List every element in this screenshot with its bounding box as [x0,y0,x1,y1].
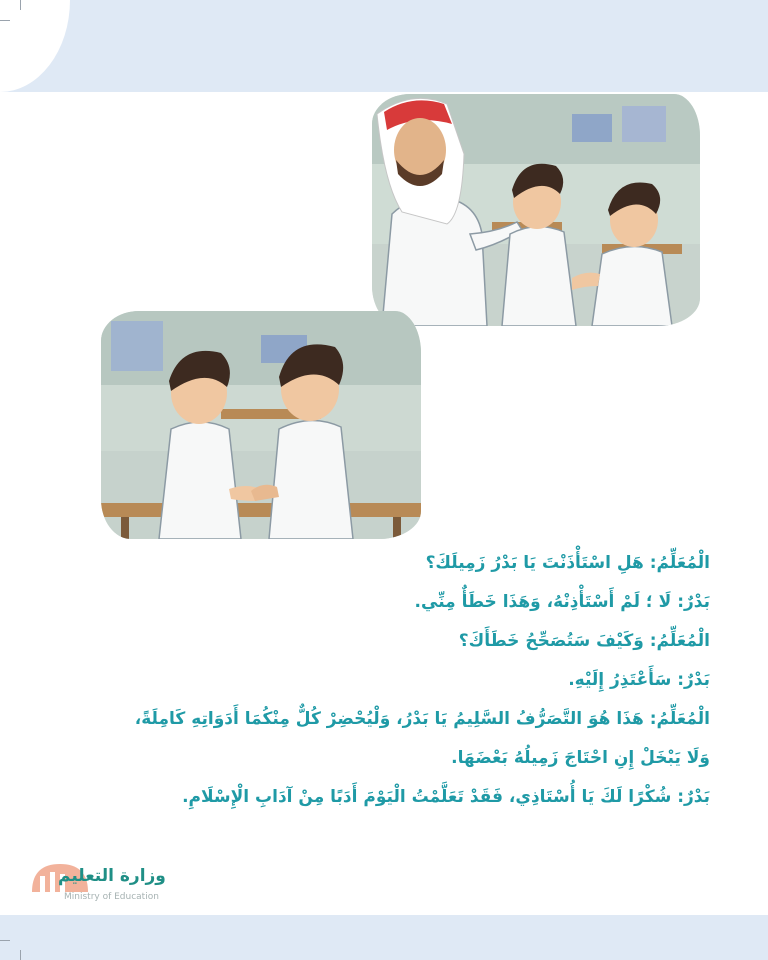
crop-mark-top-left [0,20,10,21]
dialogue-line: الْمُعَلِّمُ: هَلِ اسْتَأْذَنْتَ يَا بَدْرُ زَمِيلَكَ؟ [425,553,710,573]
dialogue-line: بَدْرٌ: شُكْرًا لَكَ يَا أُسْتَاذِي، فَقَدْ تَعَلَّمْتُ الْيَوْمَ أَدَبًا مِنْ آدَابِ الْإِسْلَامِ. [182,787,710,807]
crop-mark-bottom-left [0,940,10,941]
crop-mark-bottom-left-v [20,950,21,960]
dialogue-line: وَلَا يَبْخَلْ إِنِ احْتَاجَ زَمِيلُهُ بَعْضَهَا. [451,748,710,768]
dialogue [50,544,710,817]
crop-mark-top-left-v [20,0,21,10]
top-band [0,0,768,92]
dialogue-line: الْمُعَلِّمُ: وَكَيْفَ سَتُصَحِّحُ خَطَأَكَ؟ [458,631,710,651]
dialogue-line: بَدْرٌ: سَأَعْتَذِرُ إِلَيْهِ. [568,670,710,690]
ministry-logo-arabic: وزارة التعليم [58,866,166,886]
dialogue-line: الْمُعَلِّمُ: هَذَا هُوَ التَّصَرُّفُ السَّلِيمُ يَا بَدْرُ، وَلْيُحْضِرْ كُلٌّ مِنْكُمَا أَدَوَاتِهِ كَامِلَةً، [134,709,710,729]
bottom-band [0,915,768,960]
illustration-teacher-students [372,94,700,326]
dialogue-line: بَدْرٌ: لَا ؛ لَمْ أَسْتَأْذِنْهُ، وَهَذَا خَطَأٌ مِنِّي. [414,592,710,612]
ministry-logo-english: Ministry of Education [64,892,159,902]
illustration-handshake [101,311,421,539]
ministry-logo [30,856,166,908]
